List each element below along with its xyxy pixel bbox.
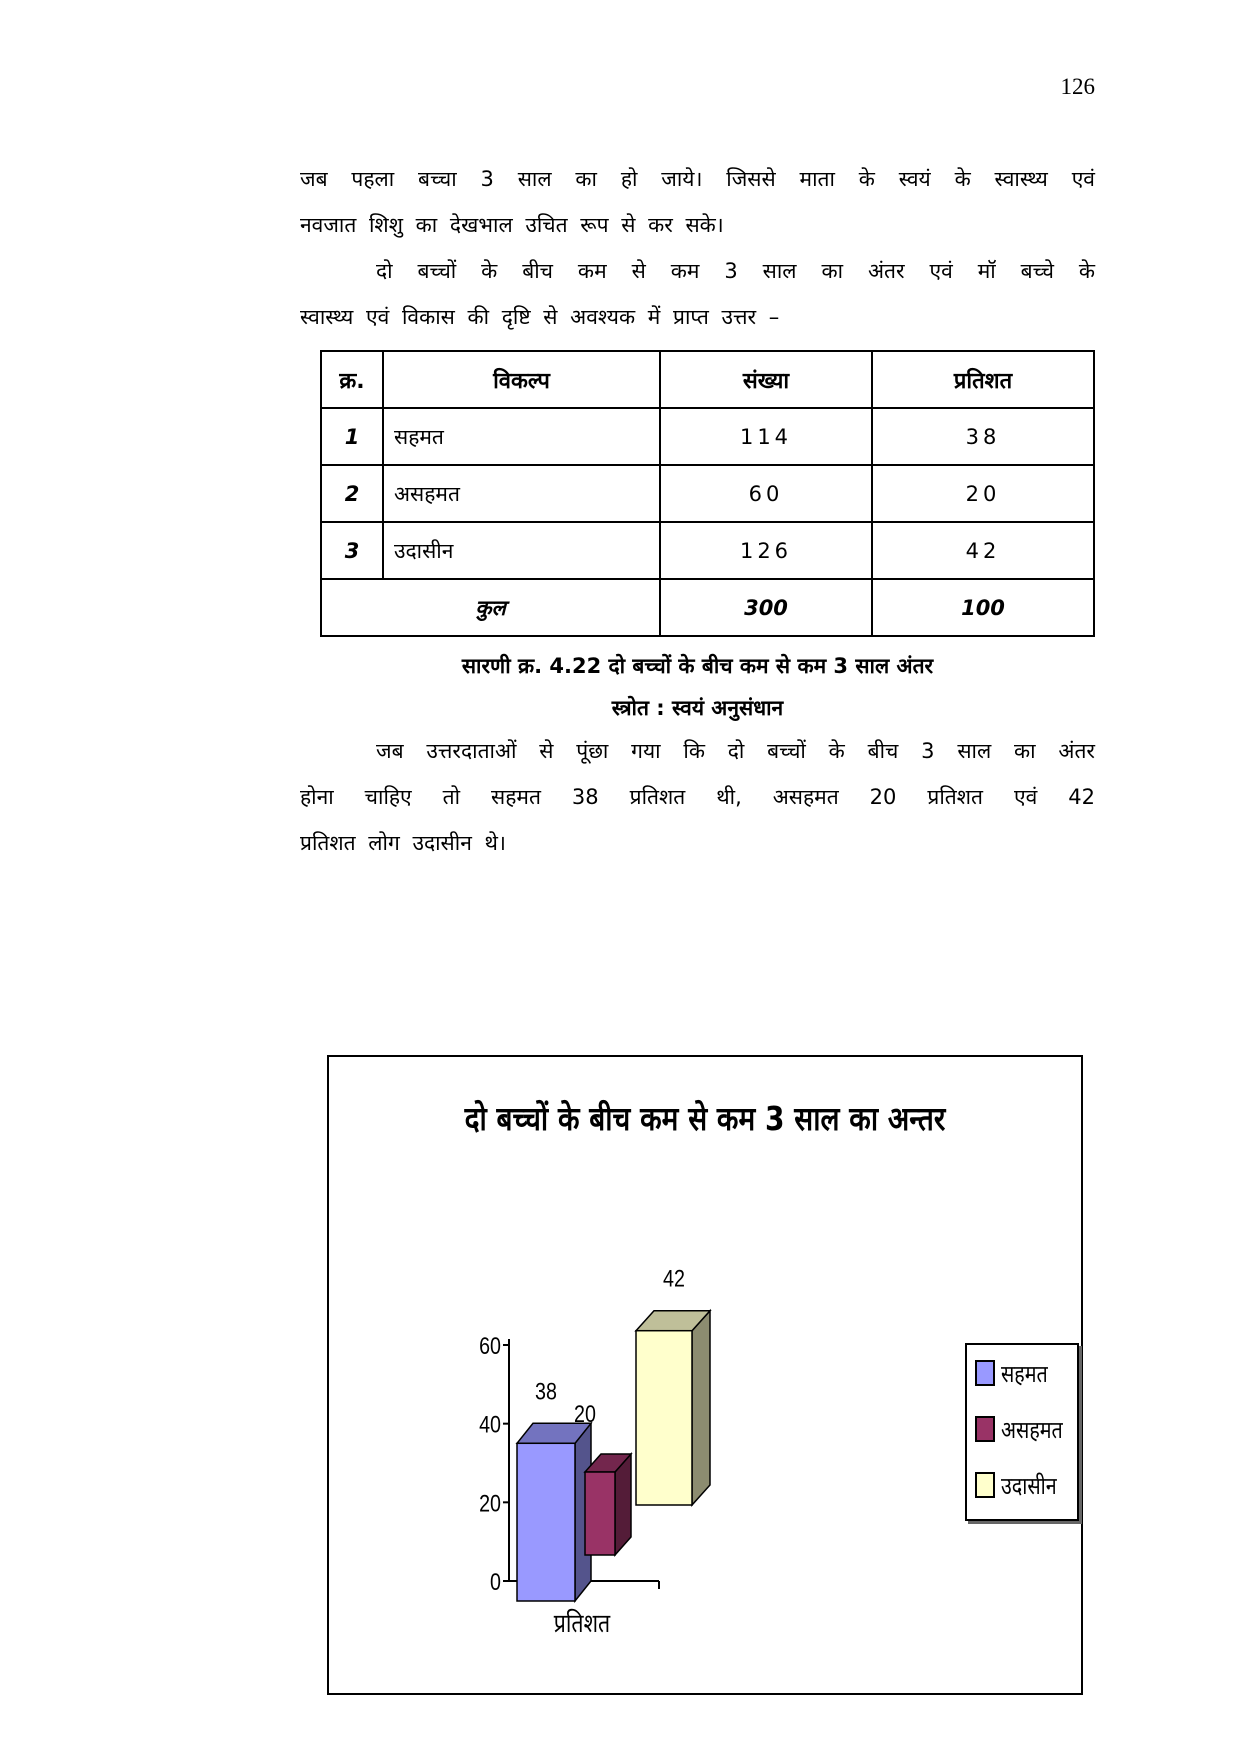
legend-swatch	[975, 1416, 995, 1442]
total-percent: 100	[872, 579, 1094, 636]
y-tick-label: 20	[479, 1489, 501, 1517]
legend-label: सहमत	[1001, 1359, 1048, 1388]
chart	[327, 1055, 1083, 1695]
cell-percent: 42	[872, 522, 1094, 579]
total-count: 300	[660, 579, 872, 636]
cell-percent: 38	[872, 408, 1094, 465]
legend-label: उदासीन	[1001, 1471, 1057, 1500]
text-line: होना चाहिए तो सहमत 38 प्रतिशत थी, असहमत 20 प्रतिशत एवं 42	[300, 785, 1095, 809]
y-tick-label: 40	[479, 1410, 501, 1439]
legend-label: असहमत	[1001, 1415, 1063, 1444]
bar	[517, 1443, 575, 1601]
table-source: स्त्रोत : स्वयं अनुसंधान	[611, 696, 784, 720]
bar-side	[692, 1311, 710, 1505]
data-label: 38	[535, 1377, 557, 1405]
table-header-row	[321, 351, 1094, 408]
page-number: 126	[1060, 74, 1095, 99]
total-label: कुल	[321, 579, 660, 636]
cell-sno: 2	[321, 465, 383, 522]
y-tick-label: 0	[490, 1568, 501, 1596]
cell-count: 126	[660, 522, 872, 579]
paragraph-3-mid	[300, 774, 1095, 820]
cell-count: 114	[660, 408, 872, 465]
cell-sno: 1	[321, 408, 383, 465]
paragraph-3-end	[300, 820, 1095, 866]
bar	[636, 1331, 692, 1505]
text-line: प्रतिशत लोग उदासीन थे।	[300, 831, 506, 855]
header-count: संख्या	[660, 351, 872, 408]
text-line: जब पहला बच्चा 3 साल का हो जाये। जिससे माता के स्वयं के स्वास्थ्य एवं	[300, 167, 1095, 191]
table-caption: सारणी क्र. 4.22 दो बच्चों के बीच कम से कम 3 साल अंतर	[461, 654, 934, 678]
chart-legend	[965, 1343, 1079, 1521]
paragraph-3	[300, 728, 1095, 774]
text-line: जब उत्तरदाताओं से पूंछा गया कि दो बच्चों के बीच 3 साल का अंतर	[376, 739, 1095, 763]
cell-percent: 20	[872, 465, 1094, 522]
table-row	[321, 465, 1094, 522]
header-option: विकल्प	[383, 351, 660, 408]
header-percent: प्रतिशत	[872, 351, 1094, 408]
cell-option: सहमत	[383, 408, 660, 465]
legend-item	[967, 1345, 1077, 1401]
cell-sno: 3	[321, 522, 383, 579]
text-line: नवजात शिशु का देखभाल उचित रूप से कर सके।	[300, 213, 724, 237]
legend-swatch	[975, 1360, 995, 1386]
paragraph-2-end	[300, 294, 1095, 340]
table-total-row	[321, 579, 1094, 636]
data-label: 20	[574, 1400, 596, 1428]
y-tick-label: 60	[479, 1332, 501, 1360]
cell-option: उदासीन	[383, 522, 660, 579]
paragraph-1-end	[300, 202, 1095, 248]
chart-title: दो बच्चों के बीच कम से कम 3 साल का अन्तर	[464, 1099, 946, 1138]
cell-option: असहमत	[383, 465, 660, 522]
data-table	[320, 350, 1095, 637]
legend-item	[967, 1457, 1077, 1513]
table-row	[321, 408, 1094, 465]
x-category-label: प्रतिशत	[553, 1607, 611, 1639]
data-label: 42	[663, 1264, 685, 1293]
text-line: दो बच्चों के बीच कम से कम 3 साल का अंतर एवं मॉ बच्चे के	[376, 259, 1095, 283]
table-row	[321, 522, 1094, 579]
paragraph-1	[300, 156, 1095, 202]
bar	[585, 1472, 615, 1555]
header-sno: क्र.	[321, 351, 383, 408]
legend-swatch	[975, 1472, 995, 1498]
legend-item	[967, 1401, 1077, 1457]
cell-count: 60	[660, 465, 872, 522]
text-line: स्वास्थ्य एवं विकास की दृष्टि से अवश्यक में प्राप्त उत्तर –	[300, 305, 780, 329]
paragraph-2	[300, 248, 1095, 294]
